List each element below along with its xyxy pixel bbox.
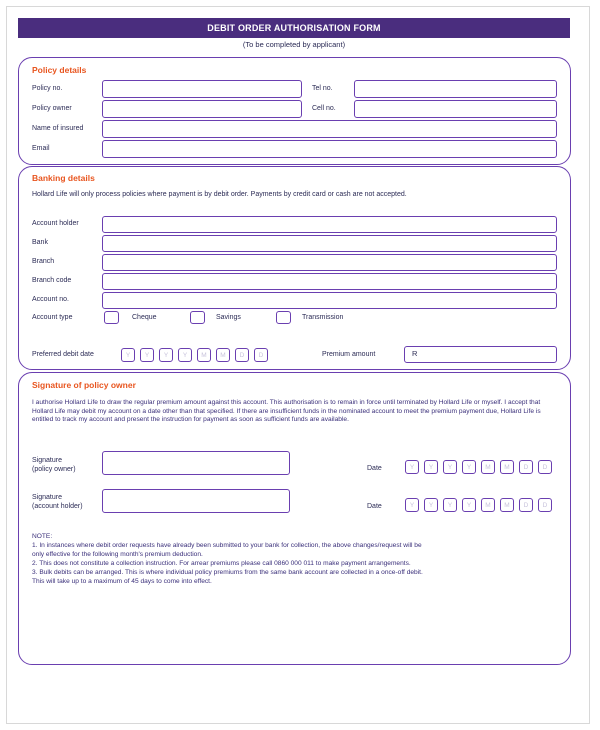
debit-date-cell[interactable]: M <box>197 348 211 362</box>
banking-details-heading: Banking details <box>32 173 95 183</box>
note-heading: NOTE: <box>32 533 53 540</box>
signature-holder-label-1: Signature <box>32 494 62 501</box>
note-line: 1. In instances where debit order requests have already been submitted to your bank for collection, the above changes/request will be <box>32 542 422 549</box>
owner-date-cell[interactable]: Y <box>462 460 476 474</box>
note-line: 2. This does not constitute a collection instruction. For arrear premiums please call 0860 000 011 to make payment arrangements. <box>32 560 411 567</box>
note-line: 3. Bulk debits can be arranged. This is where individual policy premiums from the same bank account are collected in a once-off debit. <box>32 569 423 576</box>
policy-details-heading: Policy details <box>32 65 87 75</box>
preferred-debit-date-label: Preferred debit date <box>32 351 94 358</box>
savings-checkbox[interactable] <box>190 311 205 324</box>
email-label: Email <box>32 145 50 152</box>
signature-holder-label-2: (account holder) <box>32 503 83 510</box>
account-no-label: Account no. <box>32 296 69 303</box>
holder-date-cell[interactable]: Y <box>424 498 438 512</box>
holder-date-cell[interactable]: M <box>500 498 514 512</box>
holder-date-cell[interactable]: Y <box>443 498 457 512</box>
signature-owner-field[interactable] <box>102 451 290 475</box>
policy-no-label: Policy no. <box>32 85 63 92</box>
name-of-insured-field[interactable] <box>102 120 557 138</box>
branch-field[interactable] <box>102 254 557 271</box>
savings-label: Savings <box>216 314 241 321</box>
owner-date-cell[interactable]: D <box>538 460 552 474</box>
banking-notice: Hollard Life will only process policies where payment is by debit order. Payments by credit card or cash are not accepted. <box>32 191 407 198</box>
policy-no-field[interactable] <box>102 80 302 98</box>
holder-date-cell[interactable]: M <box>481 498 495 512</box>
date-label-holder: Date <box>367 503 382 510</box>
branch-code-field[interactable] <box>102 273 557 290</box>
holder-date-cell[interactable]: D <box>519 498 533 512</box>
cell-no-label: Cell no. <box>312 105 336 112</box>
transmission-checkbox[interactable] <box>276 311 291 324</box>
branch-code-label: Branch code <box>32 277 72 284</box>
debit-date-cell[interactable]: Y <box>121 348 135 362</box>
bank-field[interactable] <box>102 235 557 252</box>
account-no-field[interactable] <box>102 292 557 309</box>
transmission-label: Transmission <box>302 314 344 321</box>
debit-date-cell[interactable]: M <box>216 348 230 362</box>
account-holder-label: Account holder <box>32 220 79 227</box>
signature-holder-field[interactable] <box>102 489 290 513</box>
owner-date-cell[interactable]: Y <box>443 460 457 474</box>
owner-date-cell[interactable]: Y <box>424 460 438 474</box>
date-label-owner: Date <box>367 465 382 472</box>
owner-date-cell[interactable]: M <box>500 460 514 474</box>
holder-date-cell[interactable]: D <box>538 498 552 512</box>
email-field[interactable] <box>102 140 557 158</box>
holder-date-cell[interactable]: Y <box>462 498 476 512</box>
debit-date-cell[interactable]: D <box>235 348 249 362</box>
debit-date-cell[interactable]: Y <box>159 348 173 362</box>
authorisation-paragraph: I authorise Hollard Life to draw the regular premium amount against this account. This authorisation is to remain in force until terminated by Hollard Life or myself. I accept that Hollard Life may debit my account on a date other than that specified. If there are insufficient funds in the nominated account to meet the premium payment due, Hollard Life is entitled to track my account and present the instruction for payment as soon as sufficient funds are available. <box>32 399 541 424</box>
tel-no-label: Tel no. <box>312 85 333 92</box>
form-title: DEBIT ORDER AUTHORISATION FORM <box>18 18 570 38</box>
account-holder-field[interactable] <box>102 216 557 233</box>
bank-label: Bank <box>32 239 48 246</box>
cell-no-field[interactable] <box>354 100 557 118</box>
signature-owner-label-2: (policy owner) <box>32 466 76 473</box>
debit-date-cell[interactable]: Y <box>178 348 192 362</box>
signature-heading: Signature of policy owner <box>32 380 136 390</box>
tel-no-field[interactable] <box>354 80 557 98</box>
premium-amount-field[interactable] <box>404 346 557 363</box>
currency-symbol: R <box>412 349 418 358</box>
account-type-label: Account type <box>32 314 73 321</box>
note-line: only effective for the following month's premium deduction. <box>32 551 203 558</box>
debit-date-cell[interactable]: Y <box>140 348 154 362</box>
form-subtitle: (To be completed by applicant) <box>242 40 346 49</box>
owner-date-cell[interactable]: Y <box>405 460 419 474</box>
premium-amount-label: Premium amount <box>322 351 376 358</box>
name-of-insured-label: Name of insured <box>32 125 84 132</box>
note-line: This will take up to a maximum of 45 days to come into effect. <box>32 578 212 585</box>
cheque-label: Cheque <box>132 314 157 321</box>
policy-owner-field[interactable] <box>102 100 302 118</box>
owner-date-cell[interactable]: M <box>481 460 495 474</box>
policy-owner-label: Policy owner <box>32 105 72 112</box>
signature-owner-label-1: Signature <box>32 457 62 464</box>
branch-label: Branch <box>32 258 55 265</box>
cheque-checkbox[interactable] <box>104 311 119 324</box>
owner-date-cell[interactable]: D <box>519 460 533 474</box>
holder-date-cell[interactable]: Y <box>405 498 419 512</box>
debit-date-cell[interactable]: D <box>254 348 268 362</box>
